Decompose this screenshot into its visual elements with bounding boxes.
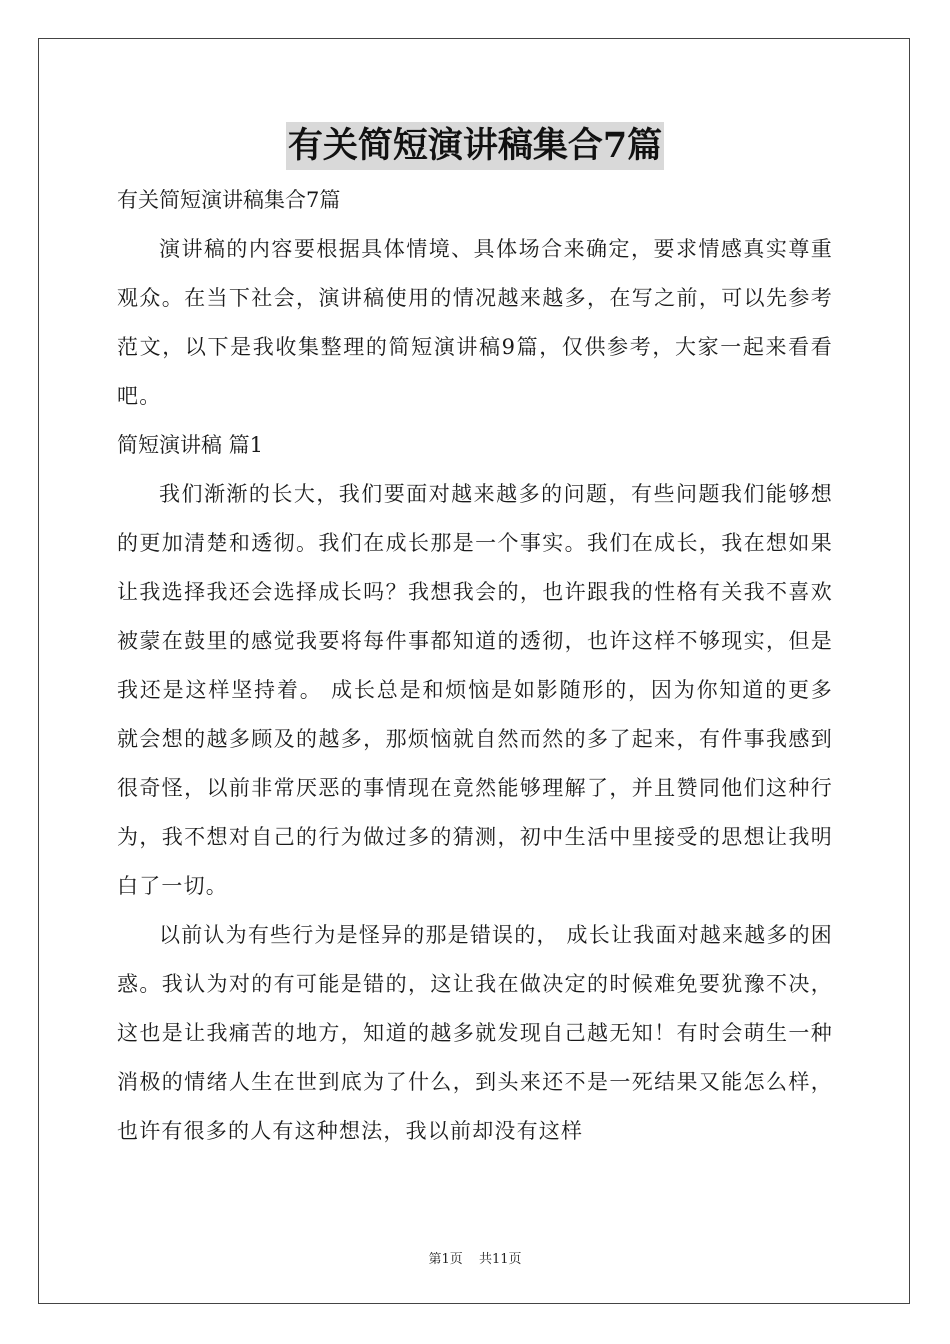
page-total: 共11页: [478, 1252, 522, 1267]
page-number: 第1页: [428, 1252, 463, 1267]
page-footer: [0, 1248, 950, 1267]
section-heading: 简短演讲稿 篇1: [117, 433, 264, 457]
document-subtitle: 有关简短演讲稿集合7篇: [117, 188, 341, 212]
document-title: 有关简短演讲稿集合7篇: [286, 122, 664, 170]
intro-paragraph: 演讲稿的内容要根据具体情境、具体场合来确定，要求情感真实尊重观众。在当下社会，演讲稿使用的情况越来越多，在写之前，可以先参考范文，以下是我收集整理的简短演讲稿9篇，仅供参考，大家一起来看看吧。: [117, 237, 833, 408]
body-paragraph-2: 以前认为有些行为是怪异的那是错误的， 成长让我面对越来越多的困惑。我认为对的有可能是错的，这让我在做决定的时候难免要犹豫不决，这也是让我痛苦的地方，知道的越多就发现自己越无知！有时会萌生一种消极的情绪人生在世到底为了什么，到头来还不是一死结果又能怎么样，也许有很多的人有这种想法，我以前却没有这样: [117, 923, 833, 1143]
document-body: [117, 176, 833, 1156]
body-paragraph-1: 我们渐渐的长大，我们要面对越来越多的问题，有些问题我们能够想的更加清楚和透彻。我们在成长那是一个事实。我们在成长，我在想如果让我选择我还会选择成长吗？我想我会的，也许跟我的性格有关我不喜欢被蒙在鼓里的感觉我要将每件事都知道的透彻，也许这样不够现实，但是我还是这样坚持着。 成长总是和烦恼是如影随形的，因为你知道的更多就会想的越多顾及的越多，那烦恼就自然而然的多了起来，有件事我感到很奇怪，以前非常厌恶的事情现在竟然能够理解了，并且赞同他们这种行为，我不想对自己的行为做过多的猜测，初中生活中里接受的思想让我明白了一切。: [117, 482, 833, 898]
title-container: [0, 122, 950, 170]
